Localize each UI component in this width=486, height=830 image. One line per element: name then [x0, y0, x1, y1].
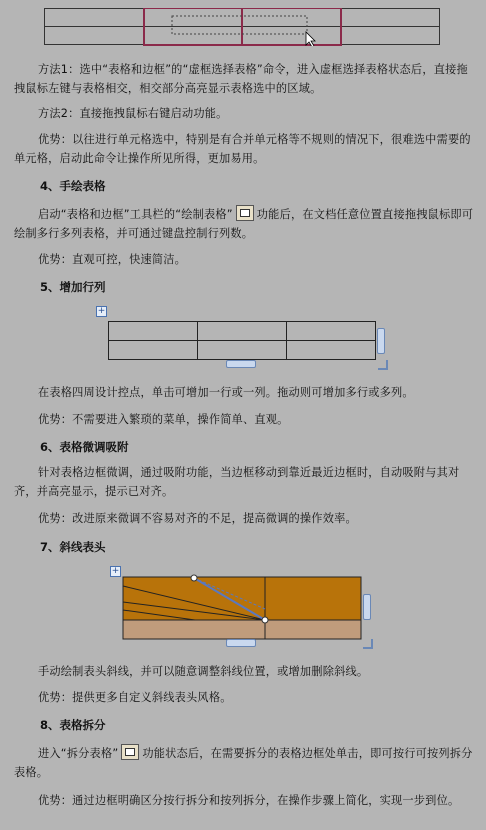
section-7-advantage: 优势：提供更多自定义斜线表头风格。 — [38, 691, 232, 704]
cursor-icon — [306, 32, 315, 46]
section-5-heading: 5、增加行列 — [40, 280, 106, 294]
line-endpoint-handle — [191, 575, 197, 581]
section-8-body: 进入“拆分表格” 功能状态后，在需要拆分的表格边框处单击，即可按行可按列拆分表格。 — [14, 744, 474, 782]
section-8-heading: 8、表格拆分 — [40, 718, 106, 732]
select-advantage-text: 优势：以往进行单元格选中，特别是有合并单元格等不规则的情况下，很难选中需要的单元格，启动此命令让操作所见所得，更加易用。 — [14, 133, 471, 165]
plus-icon[interactable]: + — [97, 306, 106, 316]
marquee-rectangle — [172, 16, 307, 34]
add-column-handle[interactable] — [377, 328, 385, 354]
method-1-text: 方法1：选中“表格和边框”的“虚框选择表格”命令，进入虚框选择表格状态后，直接拖拽鼠标左键与表格相交，相交部分高亮显示表格选中的区域。 — [14, 63, 468, 95]
resize-corner-handle[interactable] — [378, 360, 388, 370]
section-5-advantage: 优势：不需要进入繁琐的菜单，操作简单、直观。 — [38, 413, 289, 426]
add-column-handle[interactable] — [363, 594, 371, 620]
add-row-handle[interactable] — [226, 639, 256, 647]
add-rowcol-figure — [96, 304, 396, 374]
marquee-select-table — [44, 8, 440, 46]
line-endpoint-handle — [262, 617, 268, 623]
section-4-body: 启动“表格和边框”工具栏的“绘制表格” 功能后，在文档任意位置直接拖拽鼠标即可绘制多行多列表格，并可通过键盘控制行列数。 — [14, 205, 474, 243]
plus-icon[interactable]: + — [111, 566, 120, 576]
add-row-handle[interactable] — [226, 360, 256, 368]
section-7-body: 手动绘制表头斜线，并可以随意调整斜线位置，或增加删除斜线。 — [38, 665, 369, 678]
section-4-advantage: 优势：直观可控，快速简洁。 — [38, 253, 187, 266]
section-5-body: 在表格四周设计控点，单击可增加一行或一列。拖动则可增加多行或多列。 — [38, 386, 414, 399]
method-2-text: 方法2：直接拖拽鼠标右键启动功能。 — [38, 107, 228, 120]
section-7-heading: 7、斜线表头 — [40, 540, 106, 554]
section-6-heading: 6、表格微调吸附 — [40, 440, 129, 454]
section-6-body: 针对表格边框微调，通过吸附功能，当边框移动到靠近最近边框时，自动吸附与其对齐，并高亮显示，提示已对齐。 — [14, 466, 460, 498]
split-table-icon — [121, 744, 139, 760]
marquee-select-figure — [44, 8, 440, 46]
resize-corner-handle[interactable] — [363, 639, 373, 649]
section-6-advantage: 优势：改进原来微调不容易对齐的不足，提高微调的操作效率。 — [38, 512, 357, 525]
draw-table-icon — [236, 205, 254, 221]
section-8-advantage: 优势：通过边框明确区分按行拆分和按列拆分，在操作步骤上简化，实现一步到位。 — [38, 794, 460, 807]
section-4-heading: 4、手绘表格 — [40, 179, 106, 193]
diagonal-header-figure — [110, 564, 380, 654]
